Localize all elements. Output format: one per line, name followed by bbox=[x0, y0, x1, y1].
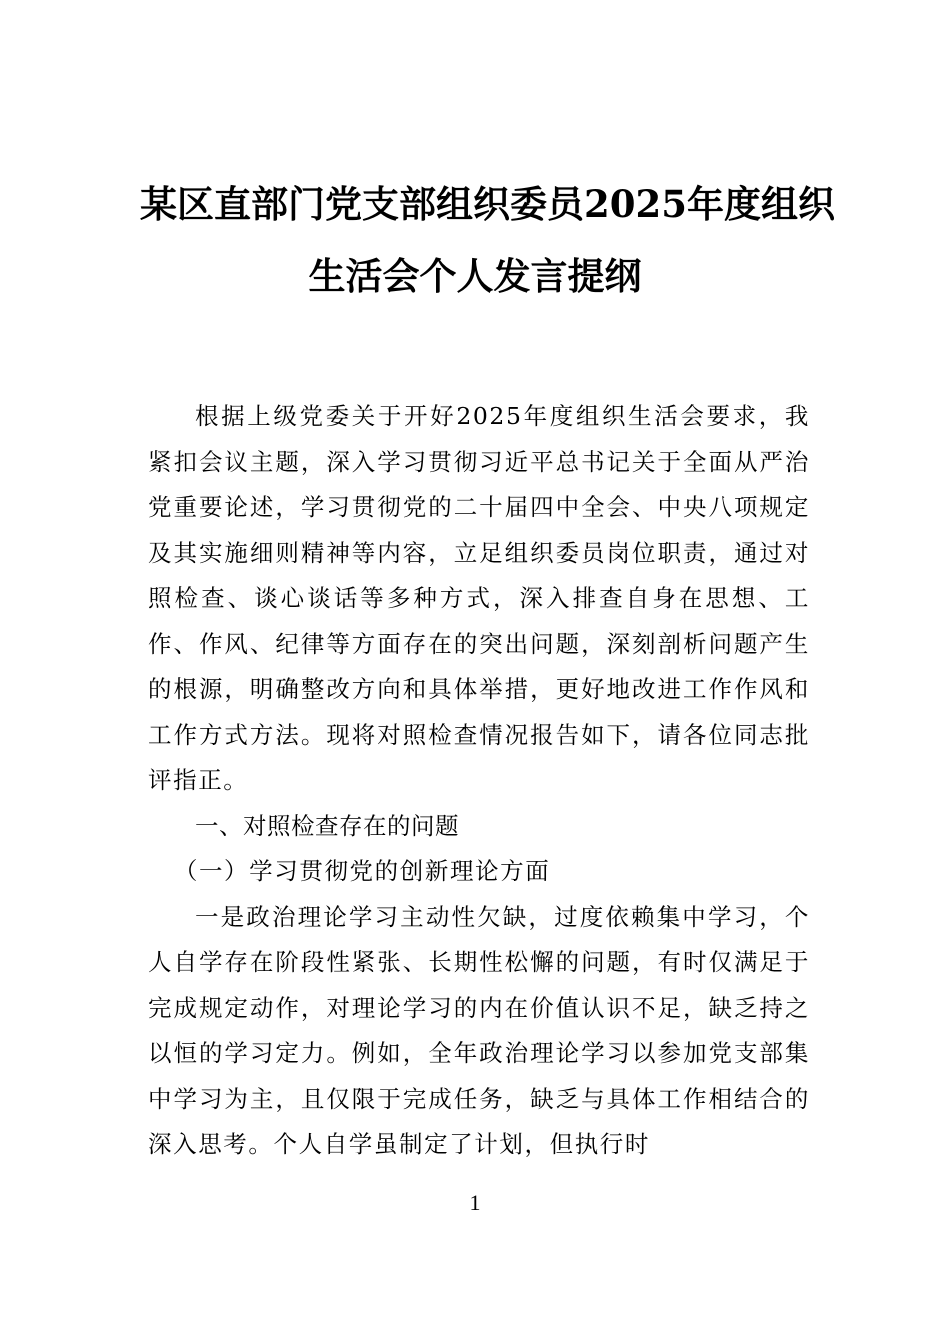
intro-paragraph: 根据上级党委关于开好2025年度组织生活会要求，我紧扣会议主题，深入学习贯彻习近平总书记关于全面从严治党重要论述，学习贯彻党的二十届四中全会、中央八项规定及其实施细则精神等内容，立足组织委员岗位职责，通过对照检查、谈心谈话等多种方式，深入排查自身在思想、工作、作风、纪律等方面存在的突出问题，深刻剖析问题产生的根源，明确整改方向和具体举措，更好地改进工作作风和工作方式方法。现将对照检查情况报告如下，请各位同志批评指正。 bbox=[148, 402, 810, 794]
title-line-2: 生活会个人发言提纲 bbox=[308, 254, 642, 298]
title-line-1: 某区直部门党支部组织委员2025年度组织 bbox=[140, 182, 835, 226]
document-body bbox=[148, 394, 810, 1168]
subsection-heading: （一）学习贯彻党的创新理论方面 bbox=[173, 857, 551, 885]
section-heading: 一、对照检查存在的问题 bbox=[195, 811, 459, 840]
page-number: 1 bbox=[469, 1190, 481, 1215]
body-paragraph: 一是政治理论学习主动性欠缺，过度依赖集中学习，个人自学存在阶段性紧张、长期性松懈的问题，有时仅满足于完成规定动作，对理论学习的内在价值认识不足，缺乏持之以恒的学习定力。例如，全年政治理论学习以参加党支部集中学习为主，且仅限于完成任务，缺乏与具体工作相结合的深入思考。个人自学虽制定了计划，但执行时 bbox=[148, 902, 810, 1158]
document-title bbox=[140, 168, 835, 312]
